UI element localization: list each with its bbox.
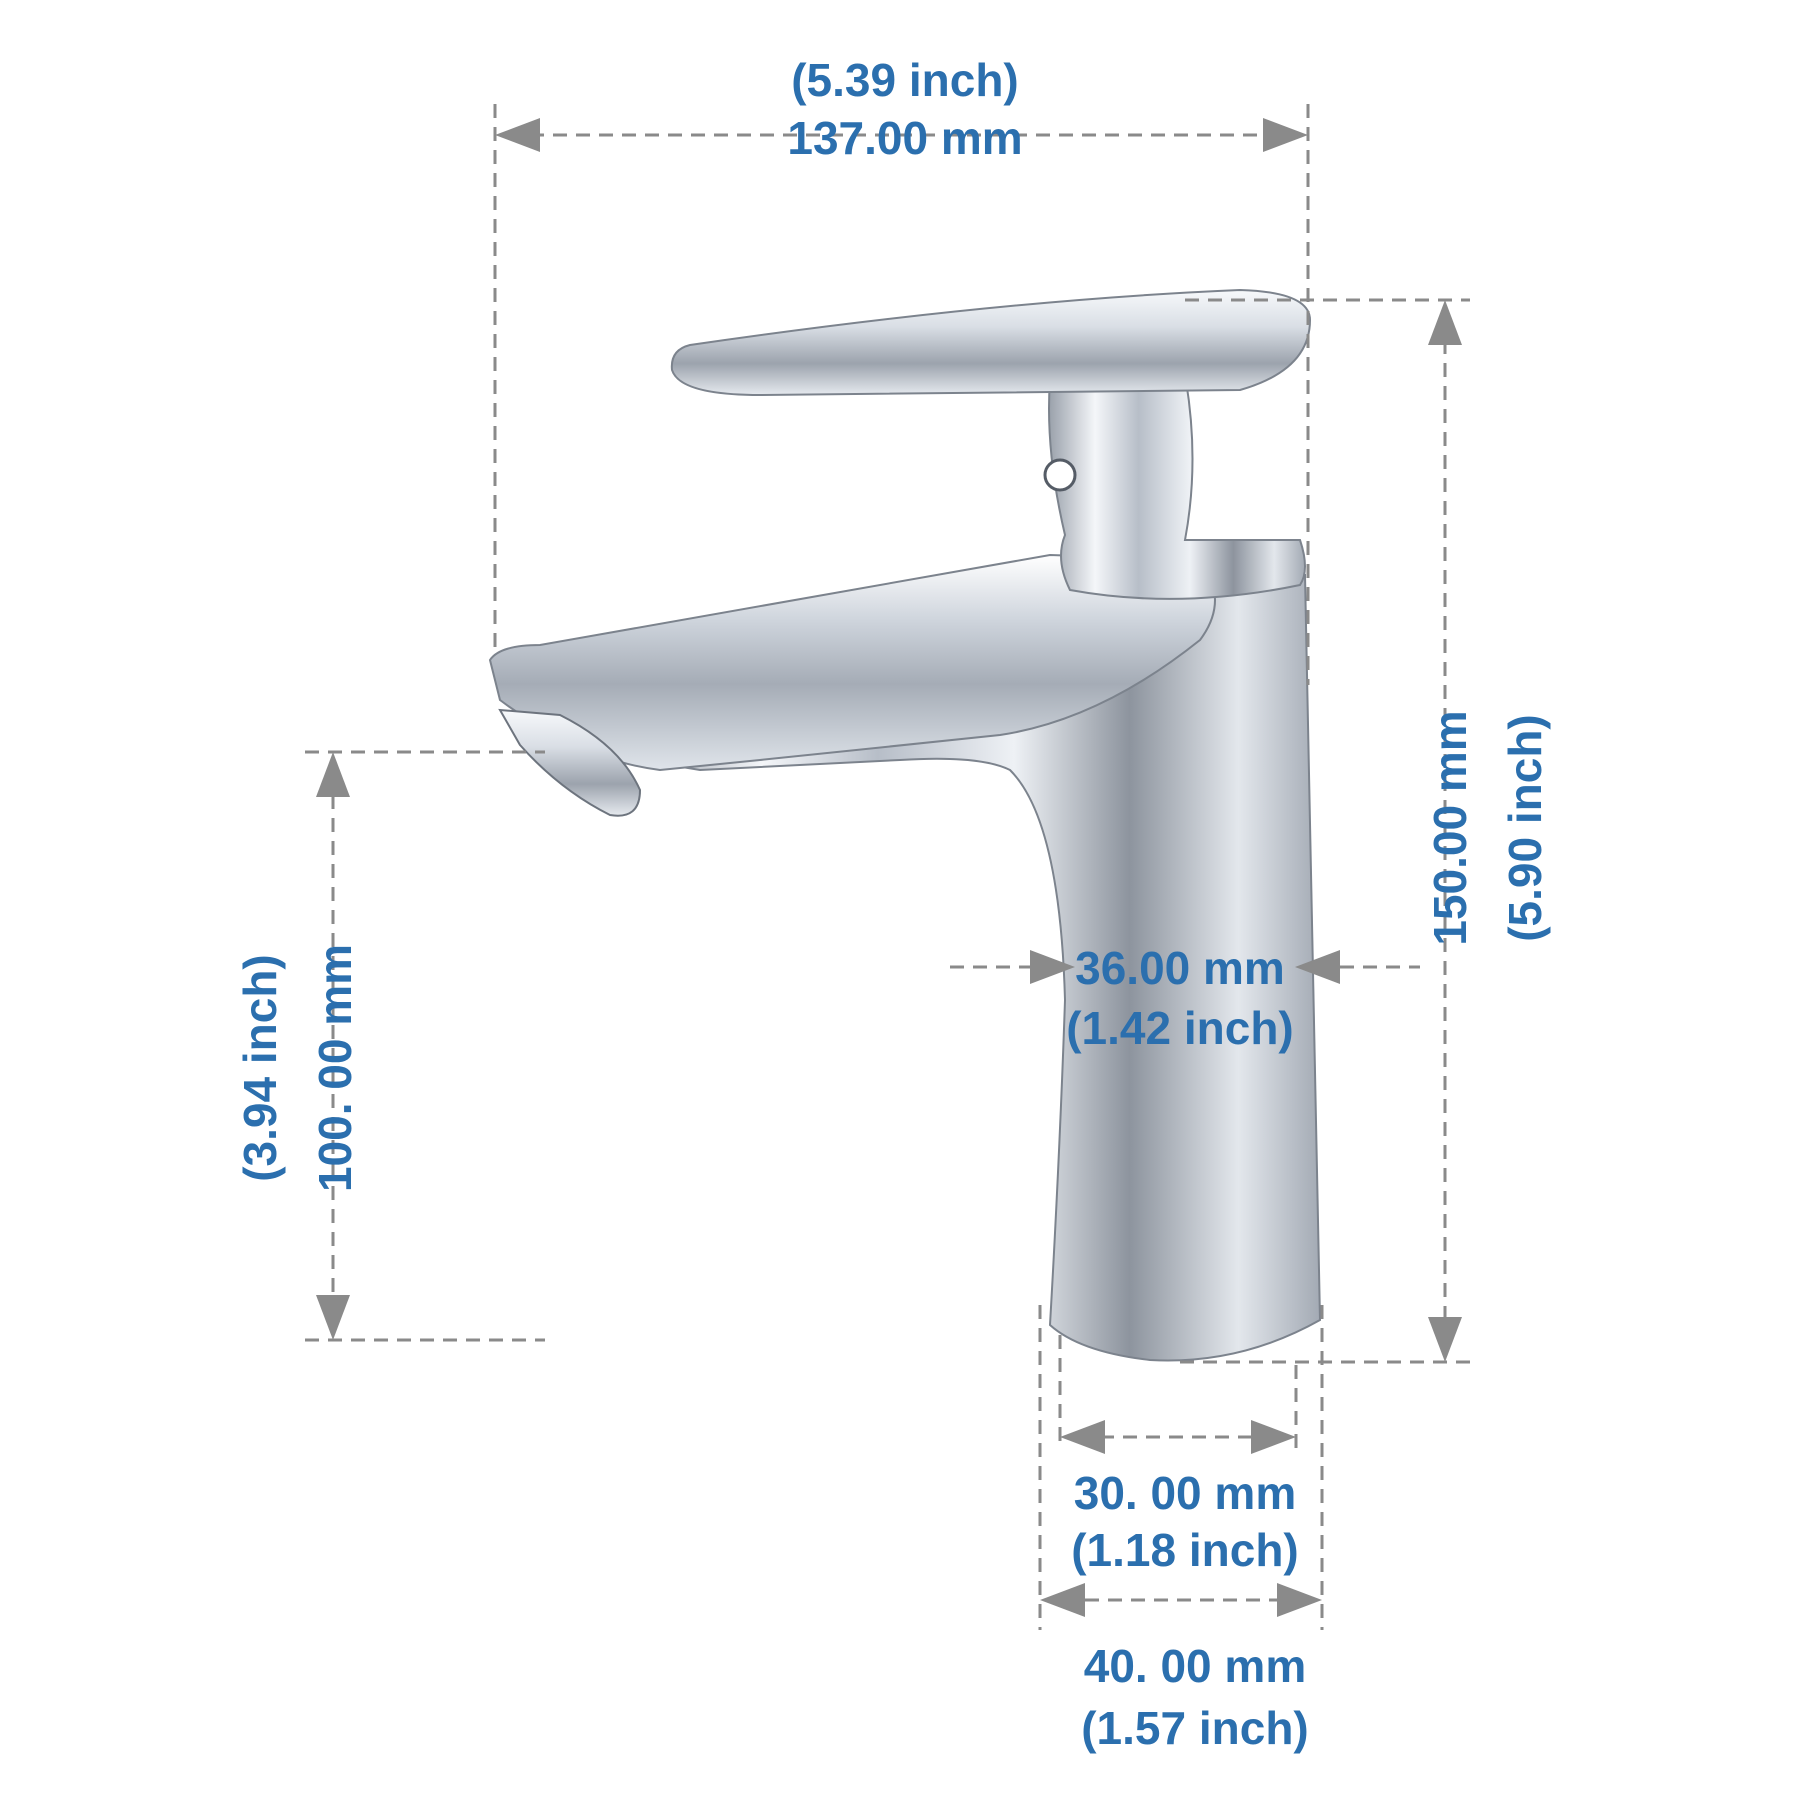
faucet-cartridge-housing	[1049, 375, 1305, 599]
total-height-mm-label: 150.00 mm	[1424, 710, 1476, 946]
faucet-set-screw	[1045, 460, 1075, 490]
body-diameter-inch-label: (1.42 inch)	[1066, 1002, 1294, 1054]
base-inner-inch-label: (1.18 inch)	[1071, 1524, 1299, 1576]
base-outer-inch-label: (1.57 inch)	[1081, 1702, 1309, 1754]
base-outer-mm-label: 40. 00 mm	[1083, 1640, 1307, 1692]
total-width-inch-label: (5.39 inch)	[791, 54, 1019, 106]
body-diameter-mm-label: 36.00 mm	[1075, 942, 1285, 994]
total-height-inch-label: (5.90 inch)	[1499, 714, 1551, 942]
total-width-mm-label: 137.00 mm	[787, 112, 1023, 164]
faucet-handle-lever	[672, 290, 1310, 395]
faucet-illustration	[490, 290, 1320, 1361]
spout-height-inch-label: (3.94 inch)	[234, 954, 286, 1182]
spout-height-mm-label: 100. 00 mm	[309, 943, 361, 1193]
base-inner-mm-label: 30. 00 mm	[1073, 1467, 1297, 1519]
